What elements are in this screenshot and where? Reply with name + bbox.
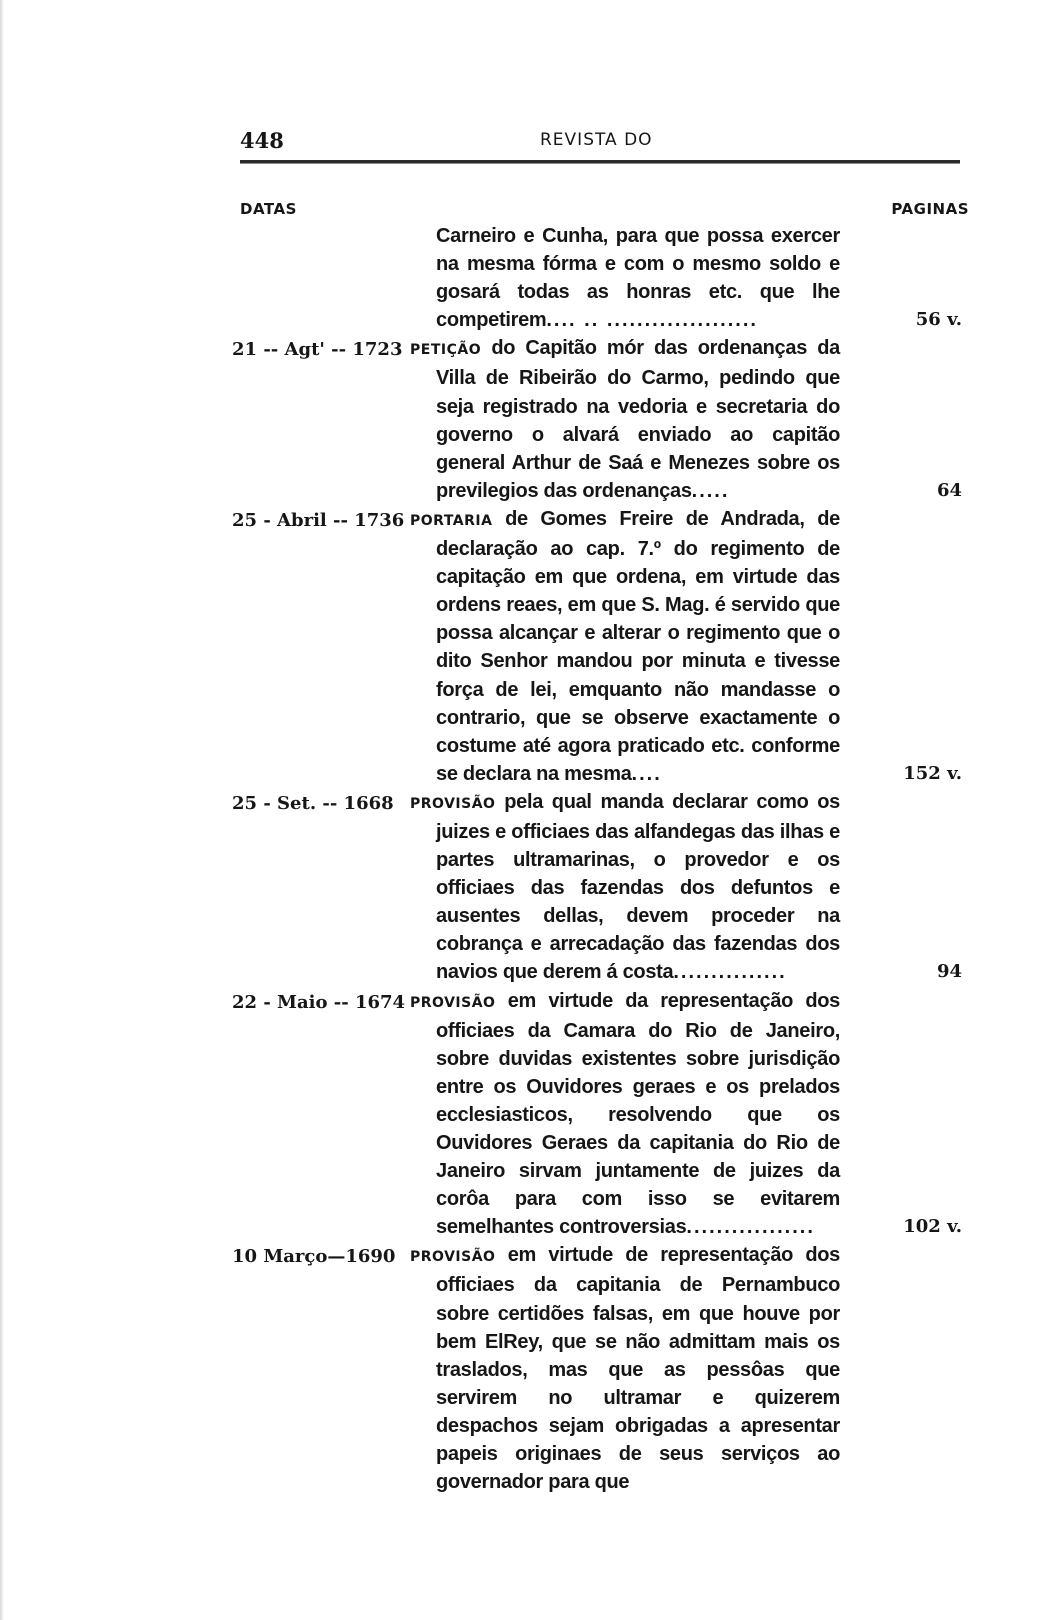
entry-leader-dots: ............... [673,961,787,984]
index-entries [232,222,970,1496]
entry-body: do Capitão mór das ordenanças da Villa de Ribeirão do Carmo, pedindo que seja registrado na vedoria e secretaria do governo o alvará enviado ao capitão general Arthur de Saá e Menezes sobre os previlegios das ordenanças [436,337,840,502]
entry-date: 25 - Abril -- 1736 [232,509,405,531]
entry-leader-dots: .... [631,762,662,785]
entry-body: de Gomes Freire de Andrada, de declaração ao cap. 7.º do regimento de capitação em que ordena, em virtude das ordens reaes, em que S. Mag. é servido que possa alcançar e alterar o regimento que o dito Senhor mandou por minuta e tivesse força de lei, emquanto não mandasse o contrario, que se observe exactamente o costume até agora praticado etc. conforme se declara na mesma [436,507,840,785]
entry-date: 25 - Set. -- 1668 [232,792,394,814]
header-rule [240,160,960,164]
entry-page: 102 v. [903,1216,962,1238]
entry-date: 21 -- Agt' -- 1723 [232,339,403,361]
column-heading-pages: PAGINAS [891,200,969,218]
entry-leader-dots: .... .. .................... [546,309,758,332]
index-entry [232,987,970,1242]
index-entry [232,222,970,334]
index-entry [232,334,970,505]
entry-leader-dots: ................. [686,1216,815,1239]
entry-page: 94 [936,961,962,983]
entry-text [410,987,840,1242]
entry-body: em virtude de representação dos officiaes da capitania de Pernambuco sobre certidões falsas, em que houve por bem ElRey, que se não admittam mais os traslados, mas que as pessôas que servirem no ultramar e quizerem despachos sejam obrigadas a apresentar papeis originaes de seus serviços ao governador para que [436,1244,840,1494]
entry-page: 56 v. [915,309,962,331]
entry-text [410,505,840,788]
page-header [240,128,960,158]
index-entry [232,1241,970,1496]
entry-page: 152 v. [903,762,962,784]
index-entry [232,788,970,987]
page-number: 448 [240,128,284,153]
entry-date [232,222,410,334]
column-heading-dates: DATAS [240,200,297,218]
entry-date: 22 - Maio -- 1674 [232,991,406,1013]
entry-lead-word: PROVISÃO [410,994,496,1011]
entry-text [410,334,840,505]
entry-lead-word: PETIÇÃO [410,342,482,359]
entry-date: 10 Março—1690 [232,1246,396,1268]
entry-text [410,1241,840,1496]
entry-leader-dots: ..... [691,479,730,502]
entry-lead-word: PROVISÃO [410,1249,496,1266]
entry-body: pela qual manda declarar como os juizes e officiaes das alfandegas das ilhas e partes ultramarinas, o provedor e os officiaes das fazendas dos defuntos e ausentes dellas, devem proceder na cobrança e arrecadação das fazendas dos navios que derem á costa [436,790,840,984]
entry-body: em virtude da representação dos officiaes da Camara do Rio de Janeiro, sobre duvidas existentes sobre jurisdição entre os Ouvidores geraes e os prelados ecclesiasticos, resolvendo que os Ouvidores Geraes da capitania do Rio de Janeiro sirvam juntamente de juizes da corôa para com isso se evitarem semelhantes controversias [436,989,840,1239]
entry-lead-word: PORTARIA [410,512,493,529]
entry-lead-word: PROVISÃO [410,795,496,812]
running-head: REVISTA DO [540,130,653,150]
entry-page: 64 [936,479,962,501]
index-entry [232,505,970,788]
page-edge [0,0,4,1620]
entry-body: Carneiro e Cunha, para que possa exercer na mesma fórma e com o mesmo soldo e gosará todas as honras etc. que lhe competirem [436,225,840,332]
entry-page [840,1241,970,1496]
entry-text [410,788,840,987]
entry-text [410,222,840,334]
